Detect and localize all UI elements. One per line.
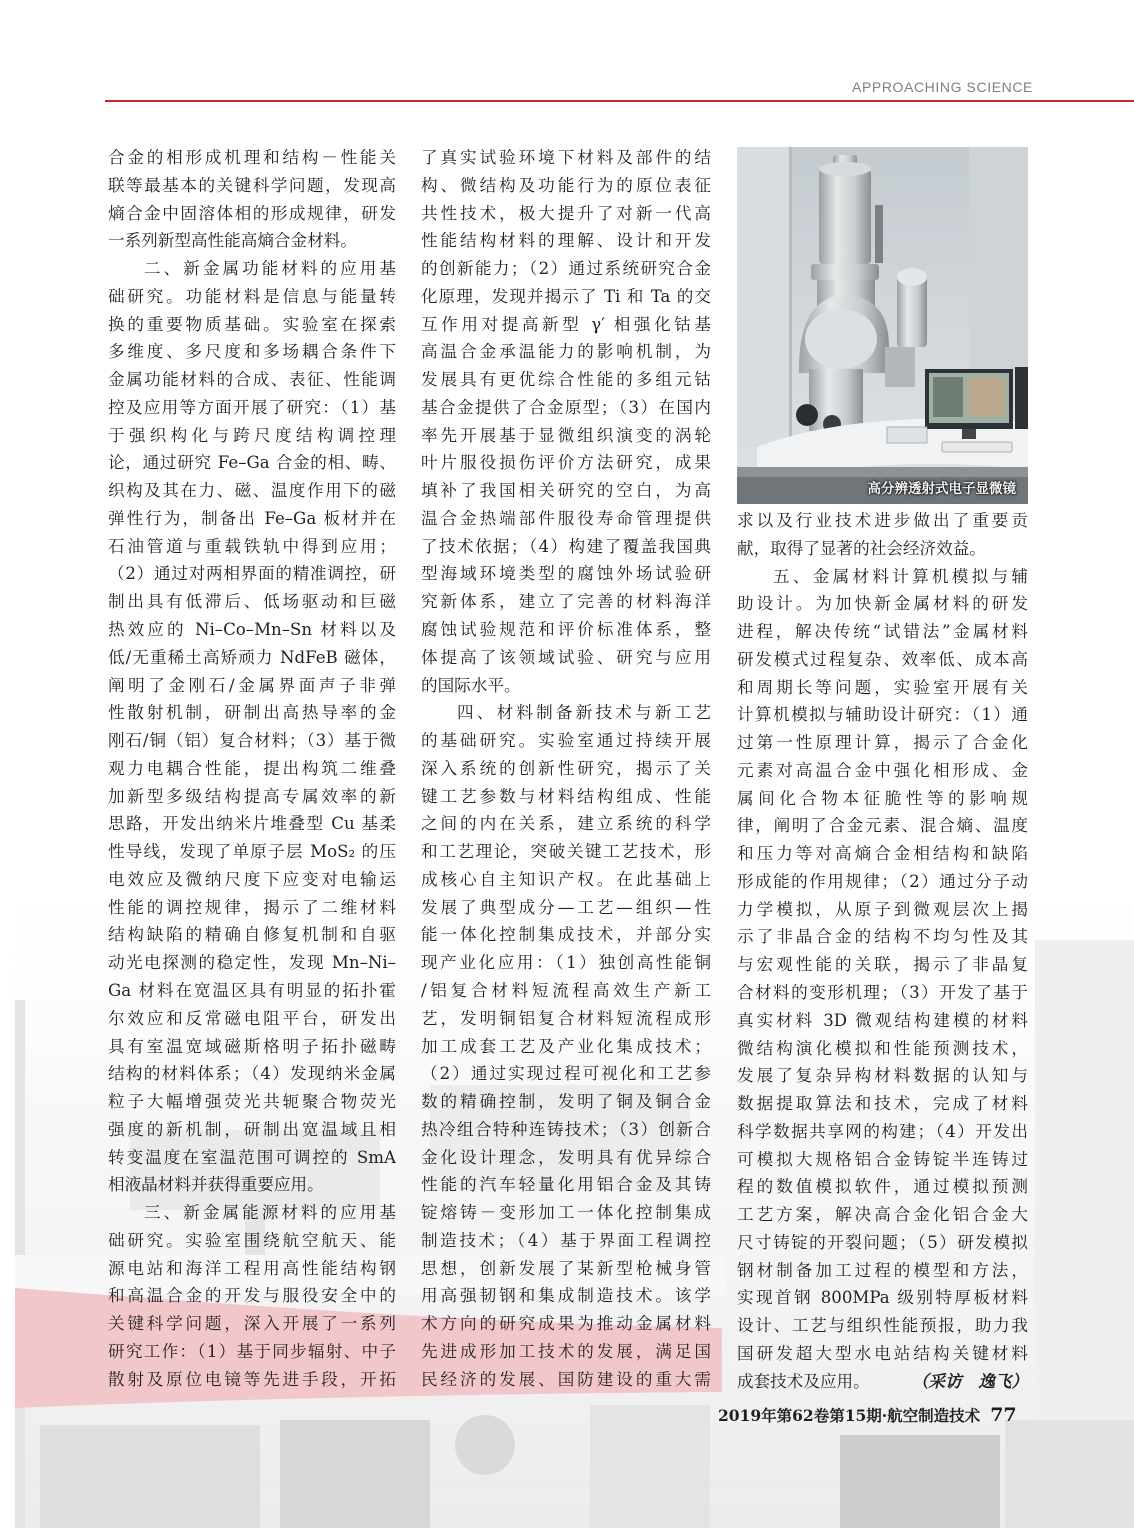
text-line: 五、金属材料计算机模拟与辅: [773, 566, 1028, 586]
text-line: 金属功能材料的合成、表征、性能调: [108, 370, 396, 390]
text-line: 阐明了金刚石/金属界面声子非弹: [108, 675, 396, 695]
text-line: 观力电耦合性能，提出构筑二维叠: [108, 758, 396, 778]
text-line: 成套技术及应用。: [737, 1371, 870, 1391]
text-line: 的国际水平。: [421, 675, 521, 695]
text-line: 结构缺陷的精确自修复机制和自驱: [108, 925, 396, 945]
text-line: 了技术依据；（4）构建了覆盖我国典: [421, 536, 711, 556]
text-line: Ga 材料在宽温区具有明显的拓扑霍: [108, 980, 396, 1000]
background-drawer: [280, 1420, 430, 1528]
text-line: 织构及其在力、磁、温度作用下的磁: [108, 481, 396, 501]
text-line: 源电站和海洋工程用高性能结构钢: [108, 1258, 396, 1278]
tem-photo: [737, 147, 1028, 504]
text-line: 的创新能力；（2）通过系统研究合金: [421, 259, 711, 279]
text-line: 性导线，发现了单原子层 MoS₂ 的压: [108, 842, 396, 862]
text-line: 基合金提供了合金原型；（3）在国内: [421, 397, 711, 417]
text-line: 求以及行业技术进步做出了重要贡: [737, 511, 1028, 530]
text-line: 三、新金属能源材料的应用基: [144, 1203, 396, 1223]
text-line: 多维度、多尺度和多场耦合条件下: [108, 342, 396, 362]
text-line: 思路，开发出纳米片堆叠型 Cu 基柔: [108, 814, 396, 834]
text-line: 究新体系，建立了完善的材料海洋: [421, 592, 711, 612]
text-line: （2）通过对两相界面的精准调控，研: [108, 564, 396, 584]
text-line: 发展了复杂异构材料数据的认知与: [737, 1066, 1028, 1086]
photo-caption: 高分辨透射式电子显微镜: [867, 481, 1016, 497]
text-line: 发展了典型成分—工艺—组织—性: [421, 897, 711, 917]
text-line: 进程，解决传统“试错法”金属材料: [737, 622, 1028, 642]
text-line: 率先开展基于显微组织演变的涡轮: [421, 425, 711, 445]
text-line: 性能的调控规律，揭示了二维材料: [108, 897, 396, 917]
text-line: 制出具有低滞后、低场驱动和巨磁: [108, 592, 396, 612]
text-line: 尔效应和反常磁电阻平台，研发出: [108, 1008, 396, 1028]
text-line: 了真实试验环境下材料及部件的结: [421, 148, 711, 167]
page-number: 77: [990, 1404, 1017, 1426]
text-line: 四、材料制备新技术与新工艺: [457, 703, 711, 723]
text-line: 艺，发明铜铝复合材料短流程成形: [421, 1008, 711, 1028]
text-line: 之间的内在关系，建立系统的科学: [421, 814, 711, 834]
text-line: 先进成形加工技术的发展，满足国: [421, 1341, 711, 1361]
text-line: 键工艺参数与材料结构组成、性能: [421, 786, 711, 806]
text-line: 散射及原位电镜等先进手段，开拓: [108, 1369, 396, 1389]
text-line: 示了非晶合金的结构不均匀性及其: [737, 927, 1028, 947]
background-cabinet: [840, 1435, 1000, 1528]
text-line: 结构的材料体系；（4）发现纳米金属: [108, 1064, 396, 1084]
text-line: 实现首钢 800MPa 级别特厚板材料: [737, 1288, 1028, 1308]
text-column: [421, 144, 711, 1393]
text-line: 性能结构材料的理解、设计和开发: [421, 231, 711, 251]
text-line: 加工成套工艺及产业化集成技术；: [421, 1036, 711, 1056]
text-line: 关键科学问题，深入开展了一系列: [108, 1314, 396, 1334]
text-line: 力学模拟，从原子到微观层次上揭: [737, 899, 1028, 919]
text-column: [737, 507, 1028, 1396]
text-line: 粒子大幅增强荧光共轭聚合物荧光: [108, 1092, 396, 1112]
text-line: 国研发超大型水电站结构关键材料: [737, 1343, 1028, 1363]
text-line: 数的精确控制，发明了铜及铜合金: [421, 1092, 711, 1112]
text-line: 性能的汽车轻量化用铝合金及其铸: [421, 1175, 711, 1195]
text-line: 热冷组合特种连铸技术；（3）创新合: [421, 1119, 711, 1139]
text-line: 律，阐明了合金元素、混合熵、温度: [737, 816, 1028, 836]
text-line: 构、微结构及功能行为的原位表征: [421, 175, 711, 195]
text-line: 锭熔铸－变形加工一体化控制集成: [421, 1203, 711, 1223]
text-line: 现产业化应用：（1）独创高性能铜: [421, 953, 711, 973]
text-line: 钢材制备加工过程的模型和方法，: [737, 1260, 1028, 1280]
text-line: 思想，创新发展了某新型枪械身管: [421, 1258, 711, 1278]
text-line: 形成能的作用规律；（2）通过分子动: [737, 871, 1028, 891]
issue-info: 2019年第62卷第15期·航空制造技术: [718, 1406, 981, 1425]
text-line: 和压力等对高熵合金相结构和缺陷: [737, 844, 1028, 864]
photo-control-box: [887, 427, 927, 443]
text-line: 的基础研究。实验室通过持续开展: [421, 731, 711, 751]
text-line: 研发模式过程复杂、效率低、成本高: [737, 649, 1028, 669]
text-line: 具有室温宽域磁斯格明子拓扑磁畴: [108, 1036, 396, 1056]
text-line: 设计、工艺与组织性能预报，助力我: [737, 1316, 1028, 1336]
text-line: 共性技术，极大提升了对新一代高: [421, 203, 711, 223]
text-line: 可模拟大规格铝合金铸锭半连铸过: [737, 1149, 1028, 1169]
text-line: 化原理，发现并揭示了 Ti 和 Ta 的交: [421, 286, 711, 306]
photo-right-wall: [969, 147, 1028, 372]
text-line: 和高温合金的开发与服役安全中的: [108, 1286, 396, 1306]
photo-left-wall: [737, 147, 789, 447]
text-line: 体提高了该领域试验、研究与应用: [421, 647, 711, 667]
text-line: 研究工作：（1）基于同步辐射、中子: [108, 1341, 396, 1361]
text-line: 互作用对提高新型 γ′ 相强化钴基: [421, 314, 711, 334]
text-line: 动光电探测的稳定性，发现 Mn–Ni–: [108, 953, 396, 973]
text-line: 换的重要物质基础。实验室在探索: [108, 314, 396, 334]
text-line: /铝复合材料短流程高效生产新工: [421, 980, 711, 1000]
text-line: 制造技术；（4）基于界面工程调控: [421, 1230, 711, 1250]
text-line: 属间化合物本征脆性等的影响规: [737, 788, 1028, 808]
text-line: 热效应的 Ni–Co–Mn–Sn 材料以及: [108, 620, 396, 640]
background-cabinet: [590, 1405, 710, 1528]
background-drawer: [40, 1425, 260, 1528]
text-line: 填补了我国相关研究的空白，为高: [421, 481, 711, 501]
text-line: 成核心自主知识产权。在此基础上: [421, 869, 711, 889]
text-line: 性散射机制，研制出高热导率的金: [108, 703, 396, 723]
text-line: 元素对高温合金中强化相形成、金: [737, 760, 1028, 780]
text-line: 于强织构化与跨尺度结构调控理: [108, 425, 396, 445]
text-line: 过第一性原理计算，揭示了合金化: [737, 733, 1028, 753]
text-line: 温合金热端部件服役寿命管理提供: [421, 508, 711, 528]
text-line: 深入系统的创新性研究，揭示了关: [421, 758, 711, 778]
text-line: 与宏观性能的关联，揭示了非晶复: [737, 955, 1028, 975]
header-rule: [105, 100, 1134, 102]
text-line: 合材料的变形机理；（3）开发了基于: [737, 983, 1028, 1003]
text-line: 型海域环境类型的腐蚀外场试验研: [421, 564, 711, 584]
text-line: 叶片服役损伤评价方法研究，成果: [421, 453, 711, 473]
text-line: 和周期长等问题，实验室开展有关: [737, 677, 1028, 697]
text-line: 转变温度在室温范围可调控的 SmA: [108, 1147, 396, 1167]
text-line: 金化设计理念，发明具有优异综合: [421, 1147, 711, 1167]
microscope-illustration: [737, 147, 1028, 504]
text-line: 助设计。为加快新金属材料的研发: [737, 594, 1028, 614]
text-line: 低/无重稀土高矫顽力 NdFeB 磁体，: [108, 647, 396, 667]
text-line: 术方向的研究成果为推动金属材料: [421, 1314, 711, 1334]
text-line: （2）通过实现过程可视化和工艺参: [421, 1064, 711, 1084]
section-header: APPROACHING SCIENCE: [852, 79, 1033, 95]
text-line: 发展具有更优综合性能的多组元钴: [421, 370, 711, 390]
text-line: 加新型多级结构提高专属效率的新: [108, 786, 396, 806]
text-line: 础研究。实验室围绕航空航天、能: [108, 1230, 396, 1250]
text-line: 电效应及微纳尺度下应变对电输运: [108, 869, 396, 889]
text-line: 数据提取算法和技术，完成了材料: [737, 1094, 1028, 1114]
text-line: 科学数据共享网的构建；（4）开发出: [737, 1121, 1028, 1141]
text-line: 相液晶材料并获得重要应用。: [108, 1175, 324, 1195]
text-line: 二、新金属功能材料的应用基: [144, 259, 396, 279]
text-line: 能一体化控制集成技术，并部分实: [421, 925, 711, 945]
text-line: 工艺方案，解决高合金化铝合金大: [737, 1205, 1028, 1225]
text-line: 微结构演化模拟和性能预测技术，: [737, 1038, 1028, 1058]
page-footer: [718, 1404, 1017, 1426]
text-line: 一系列新型高性能高熵合金材料。: [108, 231, 357, 251]
text-line: 合金的相形成机理和结构－性能关: [108, 148, 396, 167]
text-line: 石油管道与重载铁轨中得到应用；: [108, 536, 396, 556]
text-line: 尺寸铸锭的开裂问题；（5）研发模拟: [737, 1232, 1028, 1252]
text-line: 腐蚀试验规范和评价标准体系，整: [421, 620, 711, 640]
text-line: 和工艺理论，突破关键工艺技术，形: [421, 842, 711, 862]
text-line: 刚石/铜（铝）复合材料；（3）基于微: [108, 731, 396, 751]
text-line: 计算机模拟与辅助设计研究：（1）通: [737, 705, 1028, 725]
photo-keyboard: [942, 442, 1012, 452]
text-line: 论，通过研究 Fe–Ga 合金的相、畴、: [108, 453, 396, 473]
text-line: 献，取得了显著的社会经济效益。: [737, 538, 986, 558]
text-line: 控及应用等方面开展了研究：（1）基: [108, 397, 396, 417]
text-line: 高温合金承温能力的影响机制，为: [421, 342, 711, 362]
text-line: 熵合金中固溶体相的形成规律，研发: [108, 203, 396, 223]
text-line: 民经济的发展、国防建设的重大需: [421, 1369, 711, 1389]
text-line: 真实材料 3D 微观结构建模的材料: [737, 1010, 1028, 1030]
text-line: 用高强韧钢和集成制造技术。该学: [421, 1286, 711, 1306]
text-line: 程的数值模拟软件，通过模拟预测: [737, 1177, 1028, 1197]
text-line: 联等最基本的关键科学问题，发现高: [108, 175, 396, 195]
background-device: [455, 1415, 515, 1475]
photo-monitor: [925, 367, 1028, 439]
text-line: 强度的新机制，研制出宽温域且相: [108, 1119, 396, 1139]
interview-byline: （采访 逸飞）: [911, 1371, 1028, 1391]
background-cabinet: [1005, 1420, 1134, 1528]
text-line: 弹性行为，制备出 Fe–Ga 板材并在: [108, 508, 396, 528]
text-line: 础研究。功能材料是信息与能量转: [108, 286, 396, 306]
text-column: [108, 144, 396, 1393]
